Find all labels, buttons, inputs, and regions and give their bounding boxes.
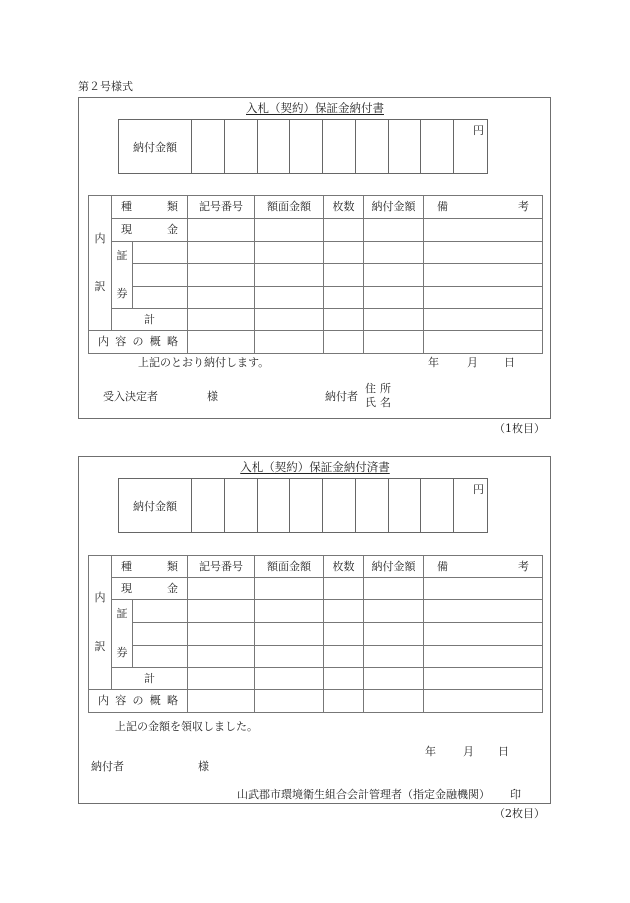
cell: [324, 668, 364, 690]
cell: [188, 690, 255, 713]
amount-digit-cell: [290, 479, 323, 532]
cell: [424, 690, 543, 713]
amount-digit-cell: [258, 120, 291, 173]
header-paid-amount: 納付金額: [364, 196, 424, 219]
table-row-securities: [89, 600, 543, 623]
date-day-label: 日: [504, 356, 515, 369]
recipient-label: 受入決定者: [103, 390, 158, 403]
date-month-label: 月: [467, 356, 478, 369]
table-row-cash: [89, 578, 543, 600]
copy-label-2: （2枚目）: [494, 807, 545, 820]
cell: [424, 645, 543, 667]
date-day-label: 日: [498, 745, 509, 758]
cell: [424, 219, 543, 242]
cell: [255, 668, 324, 690]
cell: [188, 264, 255, 286]
table-header-row: [89, 196, 543, 219]
cell: [133, 286, 188, 308]
amount-digit-cell: [192, 120, 225, 173]
amount-label: 納付金額: [119, 120, 192, 173]
breakdown-label-char: 内: [94, 231, 106, 245]
header-count: 枚数: [324, 556, 364, 578]
breakdown-label-char: 内: [94, 591, 106, 605]
slip-1-amount-box: [118, 119, 488, 174]
cell: [364, 623, 424, 645]
table-row-summary: [89, 331, 543, 354]
cell: [324, 264, 364, 286]
amount-digit-cell: [356, 479, 389, 532]
cash-label: [112, 578, 188, 600]
cash-label: [112, 219, 188, 242]
summary-label-text: 内容の概略: [98, 335, 178, 348]
breakdown-label-char: 訳: [94, 639, 106, 653]
amount-digit-cell: [454, 479, 487, 532]
amount-digit-cell: [258, 479, 291, 532]
cell: [324, 600, 364, 623]
summary-label: [89, 331, 188, 354]
cell: [133, 645, 188, 667]
cell: [424, 668, 543, 690]
cell: [188, 668, 255, 690]
securities-label-char: 証: [116, 607, 128, 620]
table-row-total: [89, 309, 543, 331]
cash-label-text: 現金: [121, 581, 178, 595]
cell: [424, 578, 543, 600]
table-row-securities: [89, 286, 543, 308]
cell: [424, 242, 543, 264]
table-row-securities: [89, 242, 543, 264]
honorific-label: 様: [198, 760, 209, 773]
securities-label-cell: [112, 600, 133, 668]
amount-digit-cell: [323, 120, 356, 173]
amount-digit-cell: [389, 479, 422, 532]
cell: [133, 600, 188, 623]
header-kind: [112, 556, 188, 578]
cell: [188, 242, 255, 264]
cell: [424, 309, 543, 331]
cash-label-text: 現金: [121, 223, 178, 236]
address-label-text: 住所: [365, 382, 391, 395]
header-count: 枚数: [324, 196, 364, 219]
header-remarks-text: 備考: [437, 200, 529, 213]
amount-digit-cell: [192, 479, 225, 532]
header-kind: [112, 196, 188, 219]
header-face-value: 額面金額: [255, 196, 324, 219]
cell: [324, 242, 364, 264]
cell: [133, 623, 188, 645]
cell: [364, 578, 424, 600]
header-kind-text: 種類: [121, 200, 178, 213]
summary-label: [89, 690, 188, 713]
cell: [364, 264, 424, 286]
header-remarks-text: 備考: [437, 559, 529, 573]
name-label-text: 氏名: [365, 396, 391, 409]
slip-1-title: [78, 102, 552, 115]
cell: [364, 309, 424, 331]
slip-1-detail-table: [88, 195, 543, 354]
table-row-securities: [89, 645, 543, 667]
slip-1-statement: 上記のとおり納付します。: [138, 356, 270, 369]
breakdown-label-cell: [89, 196, 112, 331]
copy-label-1: （1枚目）: [494, 422, 545, 435]
payer-label: 納付者: [325, 390, 358, 403]
cell: [424, 600, 543, 623]
header-paid-amount: 納付金額: [364, 556, 424, 578]
receiver-label: 山武郡市環境衛生組合会計管理者（指定金融機関）: [237, 788, 490, 801]
cell: [255, 286, 324, 308]
cell: [255, 331, 324, 354]
slip-2-title: [78, 461, 552, 474]
cell: [255, 309, 324, 331]
cell: [364, 331, 424, 354]
slip-1-title-text: 入札（契約）保証金納付書: [246, 101, 384, 115]
slip-2-title-text: 入札（契約）保証金納付済書: [240, 460, 390, 474]
honorific-label: 様: [207, 390, 218, 403]
cell: [188, 600, 255, 623]
table-row-cash: [89, 219, 543, 242]
address-label: [365, 383, 391, 395]
total-label: 計: [112, 668, 188, 690]
cell: [133, 264, 188, 286]
cell: [324, 286, 364, 308]
cell: [364, 600, 424, 623]
date-year-label: 年: [425, 745, 436, 758]
cell: [424, 331, 543, 354]
header-face-value: 額面金額: [255, 556, 324, 578]
cell: [324, 690, 364, 713]
breakdown-label-char: 訳: [94, 280, 106, 294]
cell: [133, 242, 188, 264]
header-remarks: [424, 556, 543, 578]
cell: [424, 264, 543, 286]
amount-digit-cell: [323, 479, 356, 532]
cell: [364, 242, 424, 264]
header-serial: 記号番号: [188, 556, 255, 578]
cell: [188, 286, 255, 308]
table-row-total: [89, 668, 543, 690]
header-serial: 記号番号: [188, 196, 255, 219]
cell: [324, 645, 364, 667]
amount-digit-cell: [421, 479, 454, 532]
slip-2-amount-box: [118, 478, 488, 533]
cell: [324, 219, 364, 242]
amount-digit-cell: [389, 120, 422, 173]
name-label: [365, 397, 391, 409]
yen-unit: 円: [473, 124, 484, 137]
header-kind-text: 種類: [121, 559, 178, 573]
cell: [188, 645, 255, 667]
cell: [188, 309, 255, 331]
cell: [324, 309, 364, 331]
cell: [255, 264, 324, 286]
cell: [364, 286, 424, 308]
date-month-label: 月: [463, 745, 474, 758]
cell: [255, 623, 324, 645]
amount-digit-cell: [356, 120, 389, 173]
breakdown-label-cell: [89, 556, 112, 690]
amount-digit-cell: [454, 120, 487, 173]
cell: [255, 242, 324, 264]
securities-label-char: 券: [116, 287, 128, 300]
cell: [255, 578, 324, 600]
amount-digit-cell: [421, 120, 454, 173]
amount-digit-cell: [225, 479, 258, 532]
slip-2-detail-table: [88, 555, 543, 713]
securities-label-char: 券: [116, 646, 128, 659]
cell: [188, 623, 255, 645]
cell: [424, 286, 543, 308]
payer-label: 納付者: [91, 760, 124, 773]
table-header-row: [89, 556, 543, 578]
amount-digit-cell: [290, 120, 323, 173]
cell: [364, 219, 424, 242]
cell: [255, 600, 324, 623]
cell: [324, 623, 364, 645]
securities-label-cell: [112, 242, 133, 309]
cell: [255, 690, 324, 713]
date-year-label: 年: [428, 356, 439, 369]
form-id: 第２号様式: [78, 80, 133, 93]
cell: [255, 219, 324, 242]
cell: [255, 645, 324, 667]
summary-label-text: 内容の概略: [98, 694, 178, 707]
seal-label: 印: [510, 788, 521, 801]
table-row-securities: [89, 264, 543, 286]
cell: [324, 578, 364, 600]
table-row-securities: [89, 623, 543, 645]
cell: [188, 578, 255, 600]
total-label: 計: [112, 309, 188, 331]
cell: [324, 331, 364, 354]
cell: [188, 219, 255, 242]
cell: [424, 623, 543, 645]
header-remarks: [424, 196, 543, 219]
cell: [364, 645, 424, 667]
cell: [364, 668, 424, 690]
table-row-summary: [89, 690, 543, 713]
amount-digit-cell: [225, 120, 258, 173]
securities-label-char: 証: [116, 249, 128, 262]
slip-2-statement: 上記の金額を領収しました。: [115, 720, 258, 733]
cell: [188, 331, 255, 354]
amount-label: 納付金額: [119, 479, 192, 532]
cell: [364, 690, 424, 713]
yen-unit: 円: [473, 483, 484, 496]
